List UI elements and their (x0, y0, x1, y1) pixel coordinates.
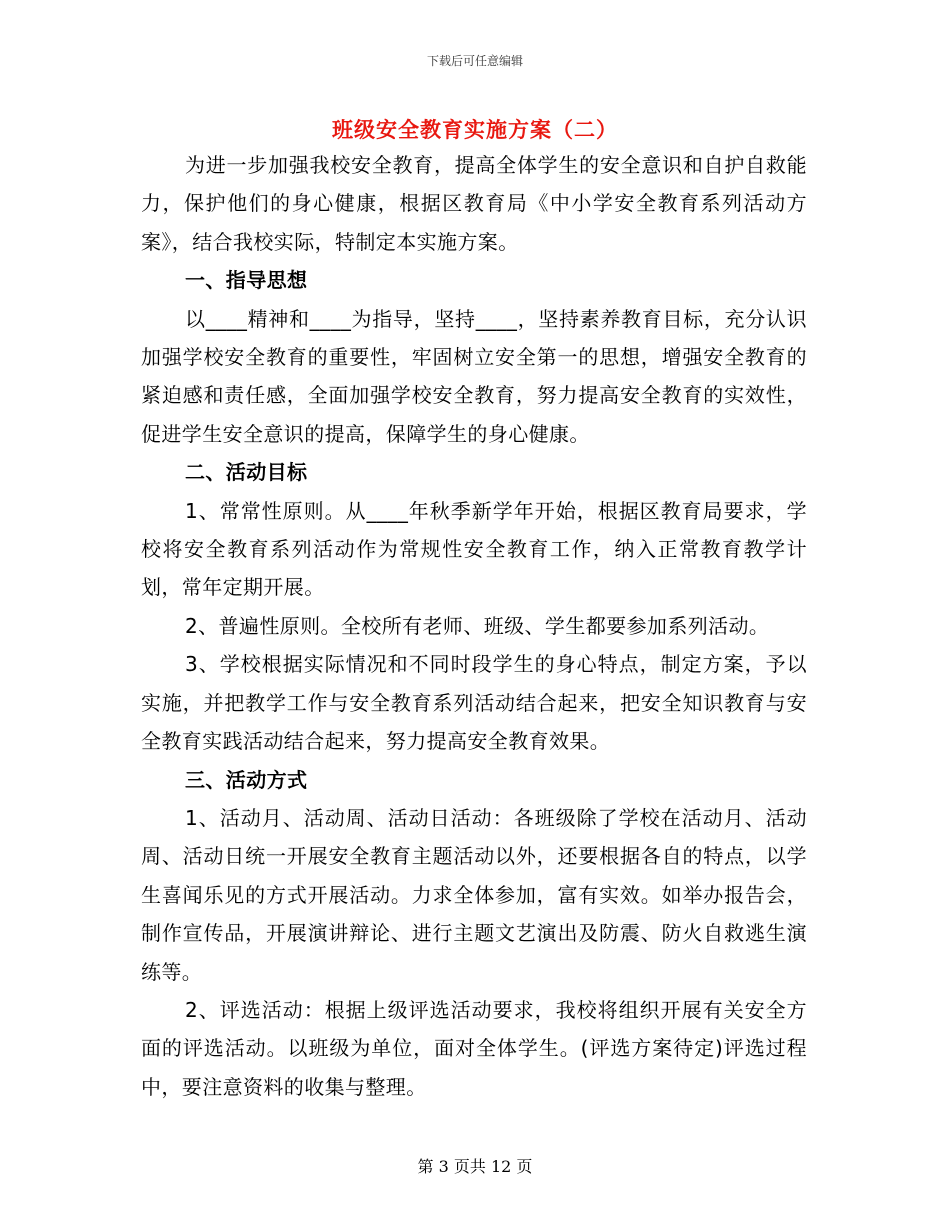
method-paragraph-1: 1、活动月、活动周、活动日活动：各班级除了学校在活动月、活动周、活动日统一开展安全教育主题活动以外，还要根据各自的特点，以学生喜闻乐见的方式开展活动。力求全体参加，富有实效。如举办报告会，制作宣传品，开展演讲辩论、进行主题文艺演出及防震、防火自救逃生演练等。 (141, 805, 807, 984)
goal-paragraph-3: 3、学校根据实际情况和不同时段学生的身心特点，制定方案，予以实施，并把教学工作与安全教育系列活动结合起来，把安全知识教育与安全教育实践活动结合起来，努力提高安全教育效果。 (141, 652, 807, 754)
section-heading-guiding-ideology: 一、指导思想 (185, 268, 308, 293)
page-footer: 第 3 页共 12 页 (417, 1157, 533, 1176)
method-paragraph-2: 2、评选活动：根据上级评选活动要求，我校将组织开展有关安全方面的评选活动。以班级为单位，面对全体学生。(评选方案待定)评选过程中，要注意资料的收集与整理。 (141, 997, 807, 1099)
document-title: 班级安全教育实施方案（二） (332, 118, 618, 142)
section-heading-activity-goals: 二、活动目标 (185, 460, 308, 485)
intro-paragraph: 为进一步加强我校安全教育，提高全体学生的安全意识和自护自救能力，保护他们的身心健康，根据区教育局《中小学安全教育系列活动方案》，结合我校实际，特制定本实施方案。 (141, 153, 807, 254)
guiding-ideology-paragraph: 以____精神和____为指导，坚持____，坚持素养教育目标，充分认识加强学校安全教育的重要性，牢固树立安全第一的思想，增强安全教育的紧迫感和责任感，全面加强学校安全教育，努力提高安全教育的实效性，促进学生安全意识的提高，保障学生的身心健康。 (141, 306, 807, 446)
document-body (141, 146, 807, 1106)
goal-paragraph-1: 1、常常性原则。从____年秋季新学年开始，根据区教育局要求，学校将安全教育系列活动作为常规性安全教育工作，纳入正常教育教学计划，常年定期开展。 (141, 498, 807, 600)
section-heading-activity-methods: 三、活动方式 (185, 767, 308, 792)
header-note: 下载后可任意编辑 (426, 54, 523, 68)
goal-paragraph-2: 2、普遍性原则。全校所有老师、班级、学生都要参加系列活动。 (185, 613, 770, 638)
